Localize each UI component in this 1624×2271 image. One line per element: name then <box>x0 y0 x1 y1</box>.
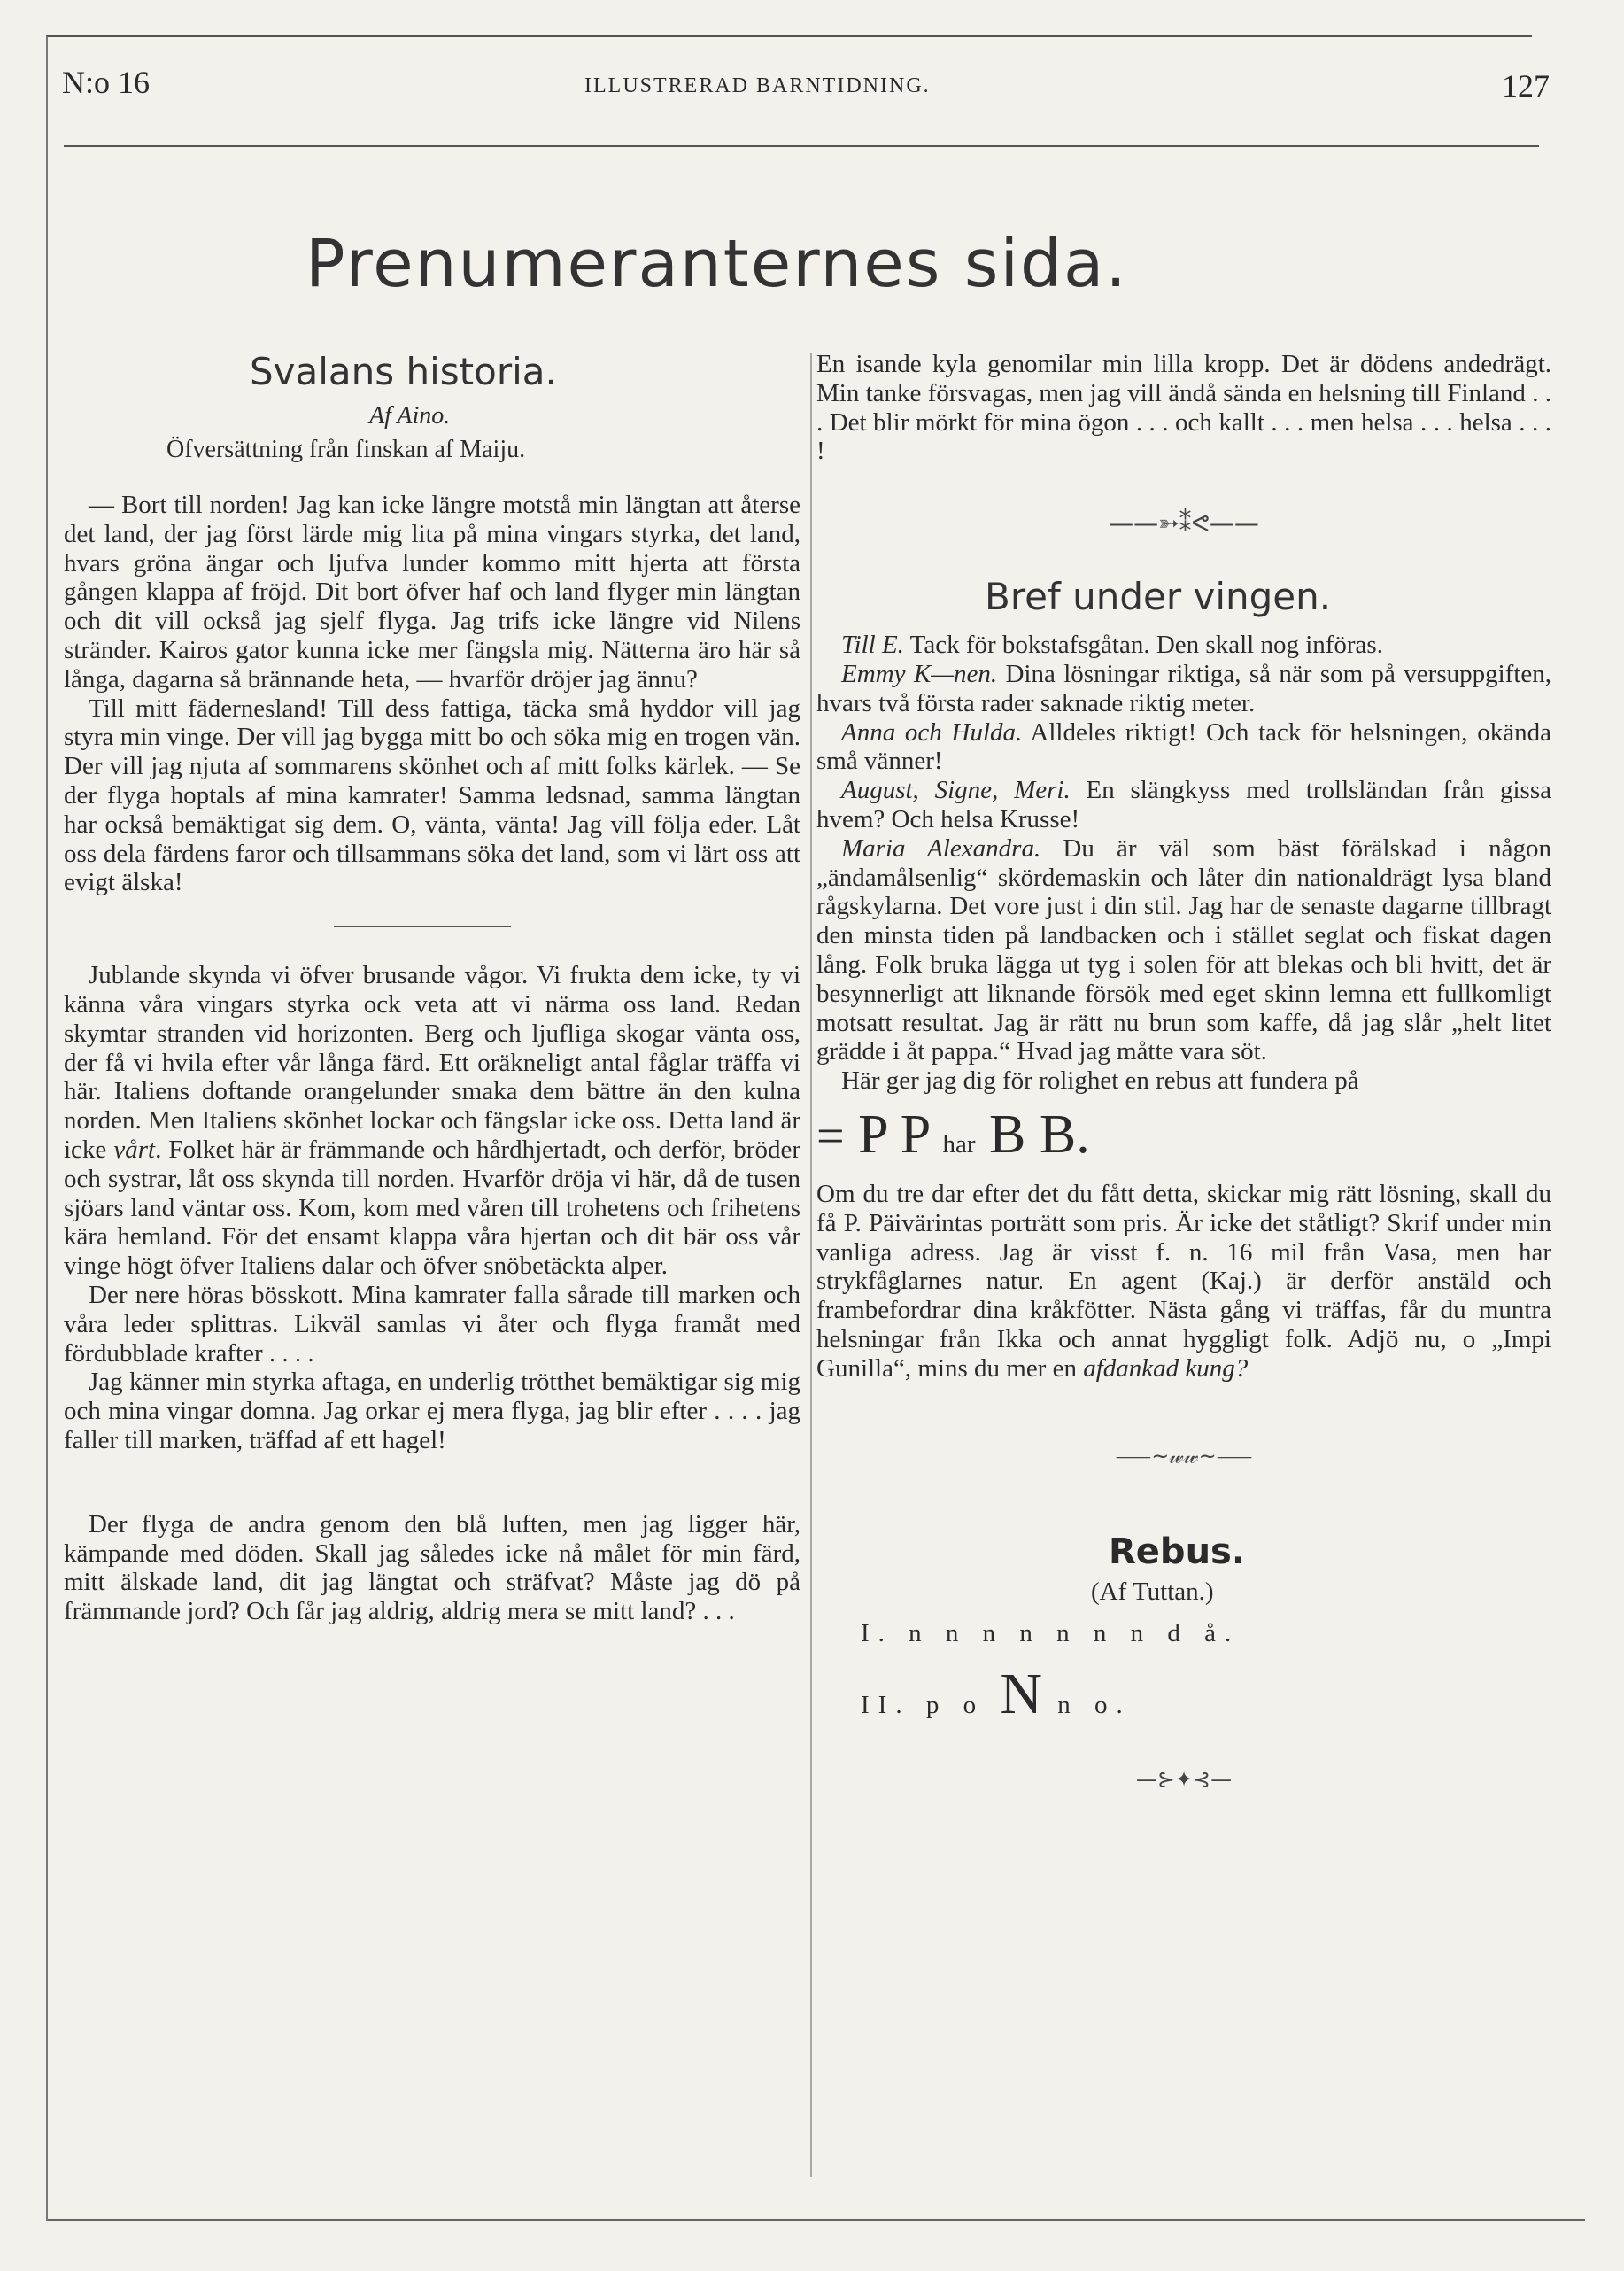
letters-title: Bref under vingen. <box>985 575 1332 619</box>
ornament-divider: ⸺~𝓌𝓌~⸺ <box>1115 1443 1253 1469</box>
story-paragraph: Der flyga de andra genom den blå luften, men jag ligger här, kämpande med döden. Skall jag således icke nå målet för min färd, mitt älskade land, dit jag längtat och sträfvat? Måste jag dö på främmande jord? Och får jag aldrig, aldrig mera se mitt land? . . . <box>64 1509 800 1626</box>
story-paragraph: Der nere höras bösskott. Mina kamrater falla sårade till marken och våra leder splittras. Likväl samlas vi åter och flyga framåt med fördubblade krafter . . . . <box>64 1280 800 1368</box>
rebus-puzzle-line: = P P har B B. <box>816 1104 1090 1165</box>
story-paragraph: Till mitt fädernesland! Till dess fattiga, täcka små hyddor vill jag styra min vinge. Der vill jag bygga mitt bo och söka mig en trogen vän. Der vill jag njuta af sommarens skönhet och af mitt folks kärlek. — Se der flyga hoptals af mina kamrater! Samma ledsnad, samma längtan har också bemäktigat sig dem. O, vänta, vänta! Jag vill följa eder. Låt oss dela färdens faror och tillsammans söka det land, som vi lärt oss att evigt älska! <box>64 694 800 897</box>
rebus-line-1: I. n n n n n n n d å. <box>861 1618 1241 1647</box>
rebus-title: Rebus. <box>1109 1531 1246 1572</box>
page-title: Prenumeranternes sida. <box>305 226 1128 302</box>
bottom-rule <box>48 2219 1585 2221</box>
story-paragraph: Jag känner min styrka aftaga, en underlig trötthet bemäktigar sig mig och mina vingar domna. Jag orkar ej mera flyga, jag blir efter . . . . jag faller till marken, träffad af ett hagel! <box>64 1368 800 1454</box>
section-rule <box>334 926 511 927</box>
story-paragraph: — Bort till norden! Jag kan icke längre motstå min längtan att återse det land, der jag först lärde mig lita på mina vingars styrka, det land, hvars gröna ängar och ljufva lunder kommo mitt hjerta att första gången klappa af fröjd. Dit bort öfver haf och land flyger min längtan och dit vill också jag sjelf flyga. Jag trifs icke längre vid Nilens stränder. Kairos gator kunna icke mer fängsla mig. Nätterna äro här så långa, dagarna så brännande heta, — hvarför dröjer jag ännu? <box>64 491 800 694</box>
header-rule <box>64 145 1539 147</box>
page-header <box>62 64 1550 117</box>
story-title: Svalans historia. <box>250 350 557 393</box>
story-author: Af Aino. <box>369 402 451 430</box>
page-number: 127 <box>1502 68 1550 104</box>
ornament-divider: —⊱✦⊰— <box>1135 1766 1233 1792</box>
issue-number: N:o 16 <box>62 65 150 100</box>
letter-entry: Maria Alexandra. Du är väl som bäst förälskad i någon „ändamålsenlig“ skördemaskin och låter din nationaldrägt lysa bland rågskylarna. Det vore just i din stil. Jag har de senaste dagarne tillbragt den minsta tiden på landbacken och i stället seglat och fiskat dagen lång. Folk bruka lägga ut tyg i solen för att blekas och bli hvitt, det är besynnerligt att liknande försök med eget skinn lemna ett fullkomligt motsatt resultat. Jag är rätt nu brun som kaffe, då jag slår „helt litet grädde i åt pappa.“ Hvad jag måtte vara söt. <box>816 833 1551 1066</box>
letter-entry: August, Signe, Meri. En slängkyss med trollsländan från gissa hvem? Och helsa Krusse! <box>816 776 1552 833</box>
ornament-divider: ——➳⁑ᕙ—— <box>1109 508 1259 539</box>
letter-entry: Anna och Hulda. Alldeles riktigt! Och tack för helsningen, okända små vänner! <box>816 717 1551 776</box>
right-column <box>816 350 1551 1792</box>
rebus-line-2: II. p o N n o. <box>861 1661 1132 1726</box>
letter-entry: Här ger jag dig för rolighet en rebus att fundera på <box>841 1066 1359 1096</box>
rebus-author: (Af Tuttan.) <box>1091 1577 1214 1606</box>
column-divider <box>810 353 812 2177</box>
left-column <box>64 350 800 1626</box>
letter-entry: Emmy K—nen. Dina lösningar riktiga, så när som på versuppgiften, hvars två första rader saknade riktig meter. <box>816 659 1551 717</box>
story-closing-paragraph: En isande kyla genomilar min lilla kropp. Det är dödens andedrägt. Min tanke försvagas, men jag vill ändå sända en helsning till Finland . . . Det blir mörkt för mina ögon . . . och kallt . . . men helsa . . . helsa . . . ! <box>816 350 1551 466</box>
story-paragraph: Jublande skynda vi öfver brusande vågor. Vi frukta dem icke, ty vi känna våra vingars styrka ock veta att vi närma oss land. Redan skymtar stranden vid horizonten. Berg och ljufliga skogar vänta oss, der få vi hvila efter vår långa färd. Ett oräkneligt antal fåglar träffa vi här. Italiens doftande orangelunder smaka dem bättre än den kulna norden. Men Italiens skönhet lockar och fängslar icke oss. Detta land är icke vårt. Folket här är främmande och hårdhjertadt, och derför, bröder och systrar, låt oss skynda till norden. Hvarför dröja vi här, då de tusen sjöars land väntar oss. Kom, kom med våren till trohetens och frihetens kära hemland. För det ensamt klappa våra hjertan och dit bär oss vår vinge högt öfver Italiens dalar och öfver snöbetäckta alper. <box>64 961 800 1281</box>
publication-title: ILLUSTRERAD BARNTIDNING. <box>584 74 931 97</box>
letter-entry: Till E. Tack för bokstafsgåtan. Den skall nog införas. <box>841 631 1383 660</box>
letter-entry: Om du tre dar efter det du fått detta, skickar mig rätt lösning, skall du få P. Päivärintas porträtt som pris. Är icke det ståtligt? Skrif under min vanliga adress. Jag är visst f. n. 16 mil från Vasa, men har strykfåglarnes natur. En agent (Kaj.) är derför anstäld och frambefordrar dina kråkfötter. Nästa gång vi träffas, får du muntra helsningar från Ikka och annat hyggligt folk. Adjö nu, o „Impi Gunilla“, mins du mer en afdankad kung? <box>816 1179 1551 1383</box>
story-translation-credit: Öfversättning från finskan af Maiju. <box>166 436 526 463</box>
